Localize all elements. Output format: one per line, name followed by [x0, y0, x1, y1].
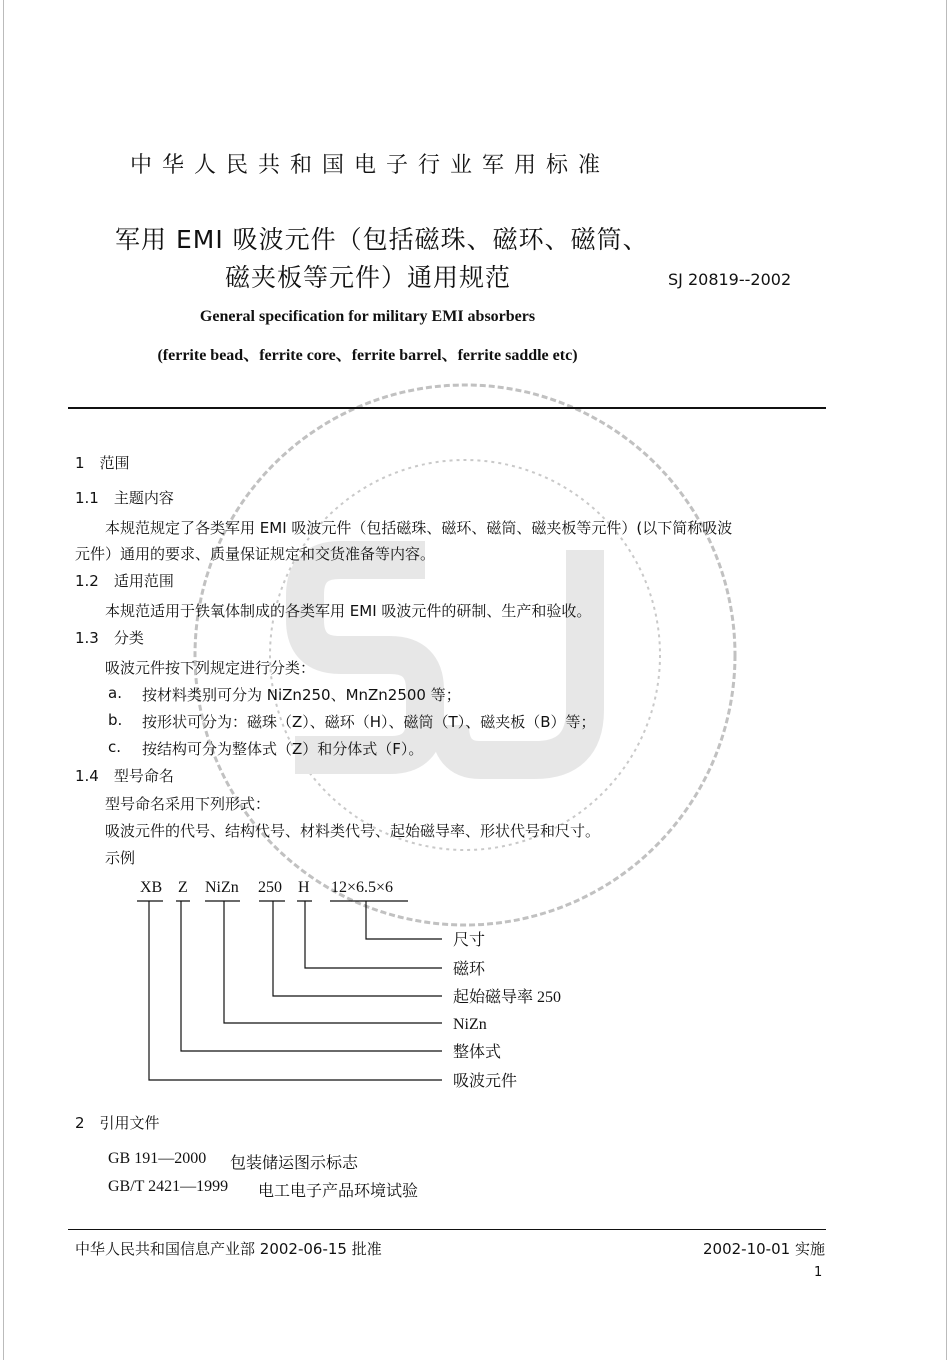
- code-nizn: NiZn: [205, 879, 239, 896]
- standard-type: 中华人民共和国电子行业军用标准: [130, 153, 611, 178]
- paragraph: 元件）通用的要求、质量保证规定和交货准备等内容。: [75, 545, 436, 563]
- paragraph: 示例: [105, 849, 136, 867]
- section-1-heading: 1 范围: [75, 454, 130, 472]
- ref-title: 电工电子产品环境试验: [258, 1183, 419, 1200]
- title-line-2: 磁夹板等元件）通用规范: [225, 263, 512, 292]
- code-size: 12×6.5×6: [331, 879, 394, 896]
- title-en-line-1: General specification for military EMI absorbers: [199, 308, 536, 325]
- paragraph: 本规范适用于铁氧体制成的各类军用 EMI 吸波元件的研制、生产和验收。: [105, 602, 592, 620]
- label-size: 尺寸: [453, 932, 486, 949]
- leader-component: [149, 901, 442, 1080]
- section-1-1-heading: 1.1 主题内容: [75, 489, 174, 507]
- label-structure: 整体式: [453, 1044, 502, 1061]
- code-250: 250: [258, 879, 282, 896]
- list-marker: b.: [108, 711, 123, 729]
- leader-shape: [305, 901, 442, 968]
- effective-date: 2002-10-01 实施: [703, 1240, 825, 1258]
- section-1-2-heading: 1.2 适用范围: [75, 572, 174, 590]
- title-en-line-2: (ferrite bead、ferrite core、ferrite barrel、ferrite saddle etc): [157, 347, 578, 364]
- code-z: Z: [178, 879, 188, 896]
- standard-code: SJ 20819--2002: [668, 270, 792, 289]
- list-marker: a.: [108, 684, 122, 702]
- leader-permeability: [273, 901, 442, 996]
- label-component: 吸波元件: [453, 1073, 518, 1090]
- code-xb: XB: [140, 879, 163, 896]
- paragraph: 吸波元件按下列规定进行分类：: [105, 659, 316, 677]
- section-1-3-heading: 1.3 分类: [75, 629, 144, 647]
- title-line-1: 军用 EMI 吸波元件（包括磁珠、磁环、磁筒、: [115, 225, 649, 254]
- footer-rule: [68, 1229, 826, 1230]
- list-item: 按结构可分为整体式（Z）和分体式（F）。: [142, 740, 424, 758]
- label-shape: 磁环: [453, 961, 486, 978]
- page-number: 1: [814, 1265, 823, 1280]
- leader-size: [366, 901, 442, 939]
- section-1-4-heading: 1.4 型号命名: [75, 767, 174, 785]
- label-permeability: 起始磁导率 250: [453, 989, 562, 1006]
- list-marker: c.: [108, 738, 122, 756]
- approval-note: 中华人民共和国信息产业部 2002-06-15 批准: [75, 1240, 382, 1258]
- ref-code: GB 191—2000: [108, 1150, 207, 1167]
- label-material: NiZn: [453, 1016, 487, 1033]
- list-item: 按材料类别可分为 NiZn250、MnZn2500 等；: [142, 686, 461, 704]
- paragraph: 型号命名采用下列形式：: [105, 795, 271, 813]
- section-2-heading: 2 引用文件: [75, 1114, 160, 1132]
- paragraph: 本规范规定了各类军用 EMI 吸波元件（包括磁珠、磁环、磁筒、磁夹板等元件）(以下简称吸波: [105, 519, 733, 537]
- leader-material: [224, 901, 442, 1023]
- leader-structure: [181, 901, 442, 1051]
- paragraph: 吸波元件的代号、结构代号、材料类代号、起始磁导率、形状代号和尺寸。: [105, 822, 601, 840]
- code-h: H: [298, 879, 310, 896]
- ref-code: GB/T 2421—1999: [108, 1178, 229, 1195]
- list-item: 按形状可分为：磁珠（Z）、磁环（H）、磁筒（T）、磁夹板（B）等；: [142, 713, 596, 731]
- ref-title: 包装储运图示标志: [230, 1155, 359, 1172]
